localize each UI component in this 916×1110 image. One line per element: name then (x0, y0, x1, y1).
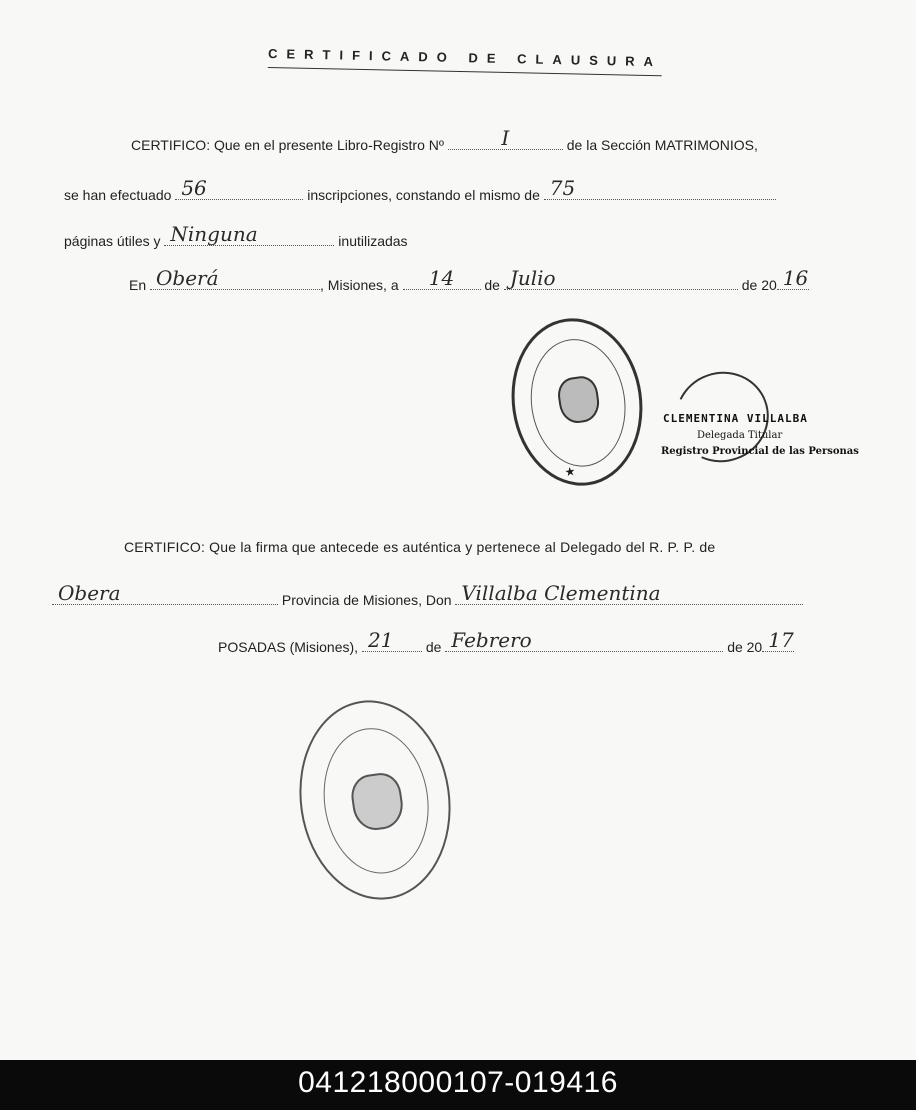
document-barcode-number: 041218000107-019416 (0, 1060, 916, 1110)
official-seal-stamp (501, 310, 653, 494)
cert1-line1: CERTIFICO: Que en el presente Libro-Registro Nº I de la Sección MATRIMONIOS, (131, 126, 758, 153)
libro-number-field: I (448, 133, 563, 150)
document-title: CERTIFICADO DE CLAUSURA (268, 46, 662, 76)
cert2-dia-field: 21 (362, 635, 422, 652)
cert1-line3: páginas útiles y Ninguna inutilizadas (64, 222, 408, 249)
delegado-lugar-field: Obera (52, 588, 278, 605)
cert2-line3: POSADAS (Misiones), 21 de Febrero de 20 17 (218, 628, 794, 655)
signer-office: Registro Provincial de las Personas (661, 446, 859, 457)
cert1-line4: En Oberá , Misiones, a 14 de Julio de 20 16 (129, 266, 809, 293)
cert1-line2: se han efectuado 56 inscripciones, constando el mismo de 75 (64, 183, 776, 203)
mes-field: Julio (504, 273, 738, 290)
lugar-field: Oberá (150, 273, 320, 290)
cert2-mes-field: Febrero (445, 635, 723, 652)
inscripciones-field: 56 (175, 183, 303, 200)
inutilizadas-field: Ninguna (164, 229, 334, 246)
paginas-field: 75 (544, 183, 776, 200)
cert2-line1: CERTIFICO: Que la firma que antecede es auténtica y pertenece al Delegado del R. P. P. de (124, 539, 716, 555)
star-icon: ★ (563, 463, 577, 480)
ministry-seal-stamp (287, 691, 463, 910)
cert2-line2: Obera Provincia de Misiones, Don Villalba Clementina (52, 588, 803, 608)
signer-role: Delegada Titular (697, 430, 783, 441)
don-field: Villalba Clementina (455, 588, 803, 605)
anio-field: 16 (777, 273, 809, 290)
signer-name: CLEMENTINA VILLALBA (663, 412, 808, 425)
cert2-anio-field: 17 (762, 635, 794, 652)
dia-field: 14 (403, 273, 481, 290)
